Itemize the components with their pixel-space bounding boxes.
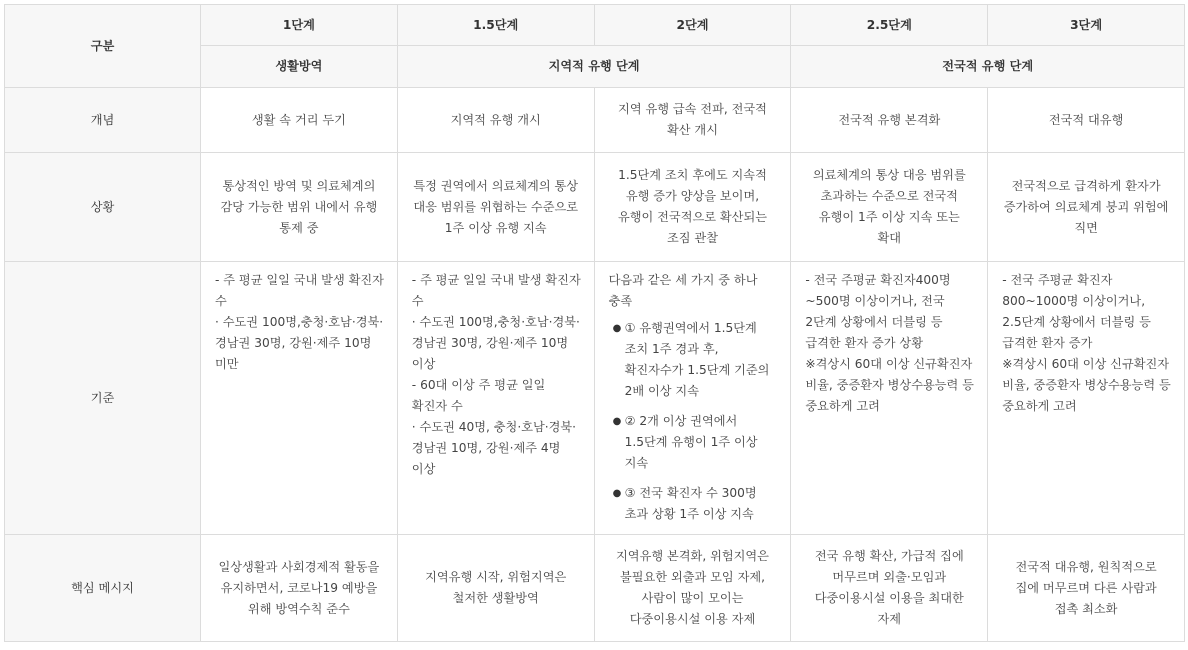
group-regional-outbreak: 지역적 유행 단계 xyxy=(397,46,791,88)
criteria-bullet-text: ② 2개 이상 권역에서 1.5단계 유행이 1주 이상 지속 xyxy=(624,414,758,470)
criteria-text: - 주 평균 일일 국내 발생 확진자 수 xyxy=(411,273,581,308)
criteria-text: - 전국 주평균 확진자400명~500명 이상이거나, 전국 2단계 상황에서 더블링 등 급격한 환자 증가 상황 xyxy=(805,273,951,350)
situation-stage-1-5: 특정 권역에서 의료체계의 통상 대응 범위를 위협하는 수준으로 1주 이상 유행 지속 xyxy=(397,153,594,262)
criteria-label: 기준 xyxy=(5,262,201,535)
stage-2-5-header: 2.5단계 xyxy=(791,5,988,46)
group-national-outbreak: 전국적 유행 단계 xyxy=(791,46,1185,88)
criteria-bullet-text: ① 유행권역에서 1.5단계 조치 1주 경과 후, 확진자수가 1.5단계 기준의 2배 이상 지속 xyxy=(624,321,770,398)
concept-stage-1-5: 지역적 유행 개시 xyxy=(397,88,594,153)
concept-row xyxy=(5,88,1185,153)
situation-row xyxy=(5,153,1185,262)
criteria-stage-2 xyxy=(594,262,791,535)
situation-stage-3: 전국적으로 급격하게 환자가 증가하여 의료체계 붕괴 위험에 직면 xyxy=(988,153,1185,262)
list-item xyxy=(612,411,781,474)
situation-stage-2-5: 의료체계의 통상 대응 범위를 초과하는 수준으로 전국적 유행이 1주 이상 지속 또는 확대 xyxy=(791,153,988,262)
message-stage-3: 전국적 대유행, 원칙적으로 집에 머무르며 다른 사람과 접촉 최소화 xyxy=(988,535,1185,642)
criteria-text: ※격상시 60대 이상 신규확진자 비율, 중증환자 병상수용능력 등 중요하게 고려 xyxy=(1002,357,1171,413)
situation-label: 상황 xyxy=(5,153,201,262)
criteria-stage-2-5 xyxy=(791,262,988,535)
stage-1-5-header: 1.5단계 xyxy=(397,5,594,46)
corner-header: 구분 xyxy=(5,5,201,88)
distancing-stage-table xyxy=(4,4,1185,642)
criteria-stage-1-5 xyxy=(397,262,594,535)
list-item xyxy=(612,483,781,525)
group-daily-quarantine: 생활방역 xyxy=(201,46,398,88)
stage-1-header: 1단계 xyxy=(201,5,398,46)
stage-header-row xyxy=(5,5,1185,46)
criteria-text: · 수도권 100명,충청·호남·경북·경남권 30명, 강원·제주 10명 이상 xyxy=(411,315,580,371)
criteria-text: · 수도권 100명,충청·호남·경북·경남권 30명, 강원·제주 10명 미만 xyxy=(215,315,384,371)
criteria-bullet-text: ③ 전국 확진자 수 300명 초과 상황 1주 이상 지속 xyxy=(624,486,757,521)
criteria-row xyxy=(5,262,1185,535)
criteria-text: - 주 평균 일일 국내 발생 확진자 수 xyxy=(215,273,384,308)
message-row xyxy=(5,535,1185,642)
concept-label: 개념 xyxy=(5,88,201,153)
concept-stage-1: 생활 속 거리 두기 xyxy=(201,88,398,153)
black-dot-icon: ● xyxy=(612,416,622,427)
message-stage-1: 일상생활과 사회경제적 활동을 유지하면서, 코로나19 예방을 위해 방역수칙 준수 xyxy=(201,535,398,642)
message-stage-2-5: 전국 유행 확산, 가급적 집에 머무르며 외출·모임과 다중이용시설 이용을 최대한 자제 xyxy=(791,535,988,642)
message-label: 핵심 메시지 xyxy=(5,535,201,642)
criteria-stage-1 xyxy=(201,262,398,535)
black-dot-icon: ● xyxy=(612,323,622,334)
situation-stage-2: 1.5단계 조치 후에도 지속적 유행 증가 양상을 보이며, 유행이 전국적으로 확산되는 조짐 관찰 xyxy=(594,153,791,262)
message-stage-1-5: 지역유행 시작, 위험지역은 철저한 생활방역 xyxy=(397,535,594,642)
situation-stage-1: 통상적인 방역 및 의료체계의 감당 가능한 범위 내에서 유행 통제 중 xyxy=(201,153,398,262)
concept-stage-3: 전국적 대유행 xyxy=(988,88,1185,153)
list-item xyxy=(612,318,781,402)
criteria-stage-3 xyxy=(988,262,1185,535)
criteria-bullet-list xyxy=(609,318,781,525)
criteria-text: ※격상시 60대 이상 신규확진자 비율, 중증환자 병상수용능력 등 중요하게 고려 xyxy=(805,357,974,413)
concept-stage-2: 지역 유행 급속 전파, 전국적 확산 개시 xyxy=(594,88,791,153)
stage-2-header: 2단계 xyxy=(594,5,791,46)
concept-stage-2-5: 전국적 유행 본격화 xyxy=(791,88,988,153)
criteria-text: - 전국 주평균 확진자 800~1000명 이상이거나, 2.5단계 상황에서 더블링 등 급격한 환자 증가 xyxy=(1002,273,1151,350)
stage-3-header: 3단계 xyxy=(988,5,1185,46)
criteria-intro: 다음과 같은 세 가지 중 하나 충족 xyxy=(608,273,758,308)
criteria-text: · 수도권 40명, 충청·호남·경북·경남권 10명, 강원·제주 4명 이상 xyxy=(411,420,577,476)
criteria-text: - 60대 이상 주 평균 일일 확진자 수 xyxy=(411,378,546,413)
black-dot-icon: ● xyxy=(612,488,622,499)
message-stage-2: 지역유행 본격화, 위험지역은 불필요한 외출과 모임 자제, 사람이 많이 모이는 다중이용시설 이용 자제 xyxy=(594,535,791,642)
